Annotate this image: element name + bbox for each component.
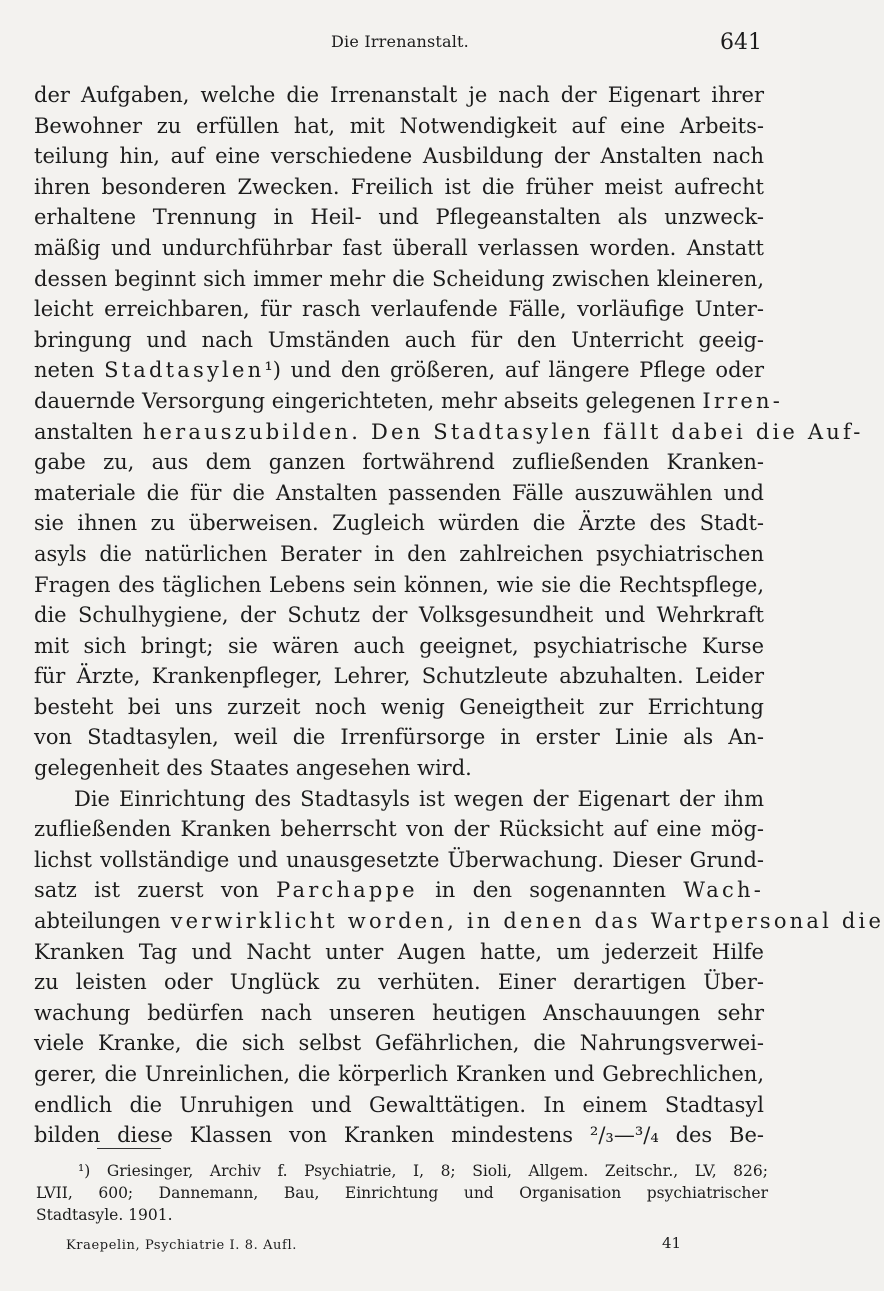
text-line: materiale die für die Anstalten passenden Fälle auszuwählen und	[34, 480, 764, 505]
footnote-line: ¹) Griesinger, Archiv f. Psychiatrie, I, 8; Sioli, Allgem. Zeitschr., LV, 826;	[78, 1162, 768, 1180]
text-line: dauernde Versorgung eingerichteten, mehr abseits gelegenen Irren-	[34, 388, 784, 413]
running-title: Die Irrenanstalt.	[331, 32, 469, 51]
text-line: dessen beginnt sich immer mehr die Scheidung zwischen kleineren,	[34, 266, 764, 291]
text-line: teilung hin, auf eine verschiedene Ausbildung der Anstalten nach	[34, 144, 764, 169]
text-line: satz ist zuerst von Parchappe in den sogenannten Wach-	[34, 878, 764, 903]
text-line: leicht erreichbaren, für rasch verlaufende Fälle, vorläufige Unter-	[34, 297, 764, 322]
text-line: mäßig und undurchführbar fast überall verlassen worden. Anstatt	[34, 235, 764, 260]
text-line: bilden diese Klassen von Kranken mindestens ²/₃—³/₄ des Be-	[34, 1123, 764, 1148]
footnotes	[36, 1160, 768, 1226]
sheet-number: 41	[662, 1234, 682, 1252]
printer-signature: Kraepelin, Psychiatrie I. 8. Aufl.	[66, 1238, 297, 1253]
text-line: neten Stadtasylen¹) und den größeren, auf längere Pflege oder	[34, 358, 764, 383]
text-line: erhaltene Trennung in Heil- und Pflegeanstalten als unzweck-	[34, 205, 764, 230]
text-line: abteilungen verwirklicht worden, in denen das Wartpersonal die	[34, 909, 884, 934]
text-line: mit sich bringt; sie wären auch geeignet, psychiatrische Kurse	[34, 633, 764, 658]
text-line: sie ihnen zu überweisen. Zugleich würden die Ärzte des Stadt-	[34, 511, 764, 536]
text-line: der Aufgaben, welche die Irrenanstalt je nach der Eigenart ihrer	[34, 83, 764, 107]
text-line: von Stadtasylen, weil die Irrenfürsorge in erster Linie als An-	[34, 725, 764, 750]
footnote-line: LVII, 600; Dannemann, Bau, Einrichtung und Organisation psychiatrischer	[36, 1184, 768, 1202]
text-line: endlich die Unruhigen und Gewalttätigen. In einem Stadtasyl	[34, 1092, 764, 1117]
text-line: gelegenheit des Staates angesehen wird.	[34, 756, 472, 781]
text-line: gerer, die Unreinlichen, die körperlich Kranken und Gebrechlichen,	[34, 1062, 764, 1086]
text-line: ihren besonderen Zwecken. Freilich ist die früher meist aufrecht	[34, 174, 764, 199]
text-line: wachung bedürfen nach unseren heutigen Anschauungen sehr	[34, 1000, 764, 1025]
text-line: Fragen des täglichen Lebens sein können, wie sie die Rechtspflege,	[34, 572, 764, 597]
running-head	[0, 30, 800, 60]
text-line: die Schulhygiene, der Schutz der Volksgesundheit und Wehrkraft	[34, 603, 764, 628]
footnote-rule	[97, 1148, 161, 1149]
text-line: lichst vollständige und unausgesetzte Überwachung. Dieser Grund-	[34, 847, 764, 872]
text-line: anstalten herauszubilden. Den Stadtasylen fällt dabei die Auf-	[34, 419, 864, 444]
text-line: zu leisten oder Unglück zu verhüten. Einer derartigen Über-	[34, 970, 764, 995]
text-line: Kranken Tag und Nacht unter Augen hatte, um jederzeit Hilfe	[34, 939, 764, 964]
body-text	[34, 80, 884, 1151]
text-line: bringung und nach Umständen auch für den Unterricht geeig-	[34, 327, 764, 352]
text-line: viele Kranke, die sich selbst Gefährlichen, die Nahrungsverwei-	[34, 1031, 764, 1056]
text-line: für Ärzte, Krankenpfleger, Lehrer, Schutzleute abzuhalten. Leider	[34, 664, 764, 689]
text-line: gabe zu, aus dem ganzen fortwährend zufließenden Kranken-	[34, 450, 764, 475]
text-line: asyls die natürlichen Berater in den zahlreichen psychiatrischen	[34, 541, 764, 566]
text-line: zufließenden Kranken beherrscht von der Rücksicht auf eine mög-	[34, 817, 764, 842]
text-line: Die Einrichtung des Stadtasyls ist wegen der Eigenart der ihm	[74, 786, 764, 811]
footnote-line: Stadtasyle. 1901.	[36, 1206, 173, 1224]
text-line: besteht bei uns zurzeit noch wenig Geneigtheit zur Errichtung	[34, 694, 764, 719]
page-number: 641	[720, 30, 762, 55]
text-line: Bewohner zu erfüllen hat, mit Notwendigkeit auf eine Arbeits-	[34, 113, 764, 138]
